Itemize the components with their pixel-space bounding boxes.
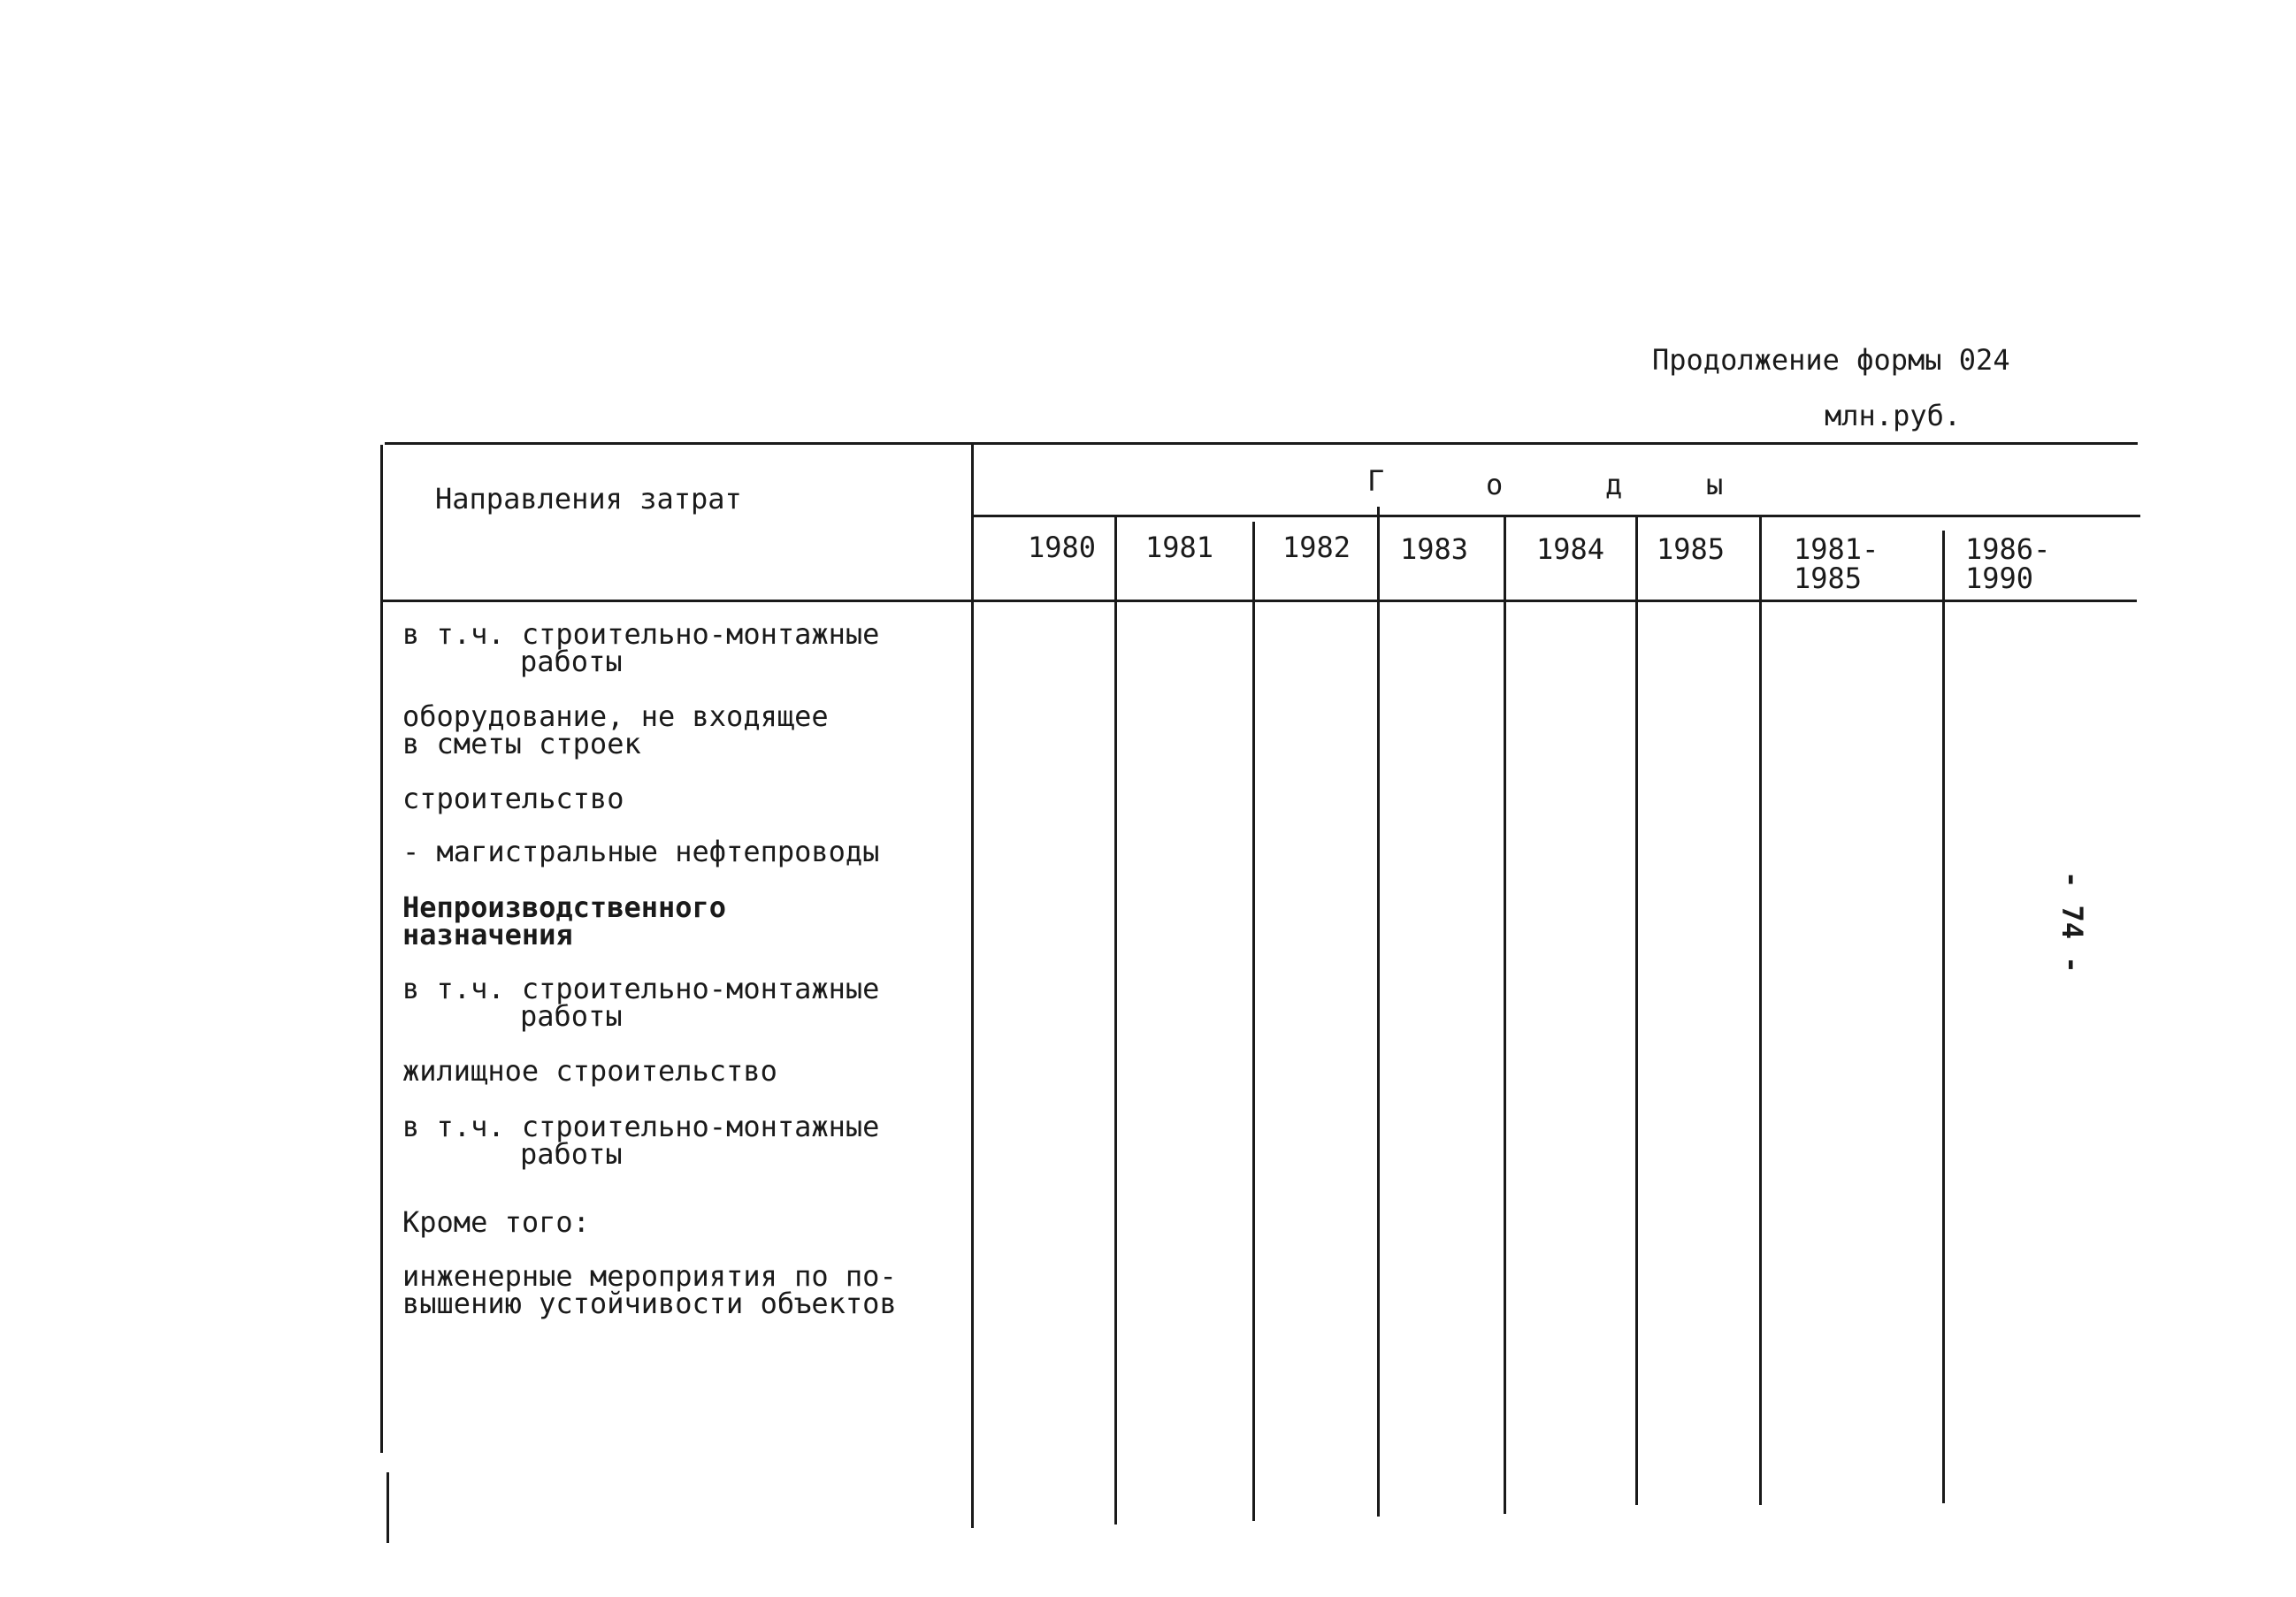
- year-header-line1: 1985: [1657, 532, 1726, 566]
- years-divider: [973, 515, 2140, 517]
- year-header-line2: 1990: [1965, 562, 2034, 595]
- years-header-letter-4: ы: [1706, 468, 1724, 501]
- row-label-line2: работы: [520, 1137, 623, 1171]
- year-header-line1: 1984: [1536, 532, 1605, 566]
- form-continuation-title: Продолжение формы 024: [1652, 343, 2010, 377]
- year-header-line2: 1985: [1794, 562, 1863, 595]
- table-row-label: [402, 972, 933, 1033]
- table-left-border: [380, 445, 383, 1453]
- year-header-line1: 1982: [1282, 531, 1351, 564]
- year-divider-1985: [1635, 515, 1638, 1505]
- year-header-line1: 1983: [1400, 532, 1469, 566]
- table-row-label: [402, 1259, 933, 1320]
- year-header-line1: 1986-: [1965, 532, 2051, 566]
- row-label-line2: работы: [520, 645, 623, 678]
- column-header-expense-directions: Направления затрат: [435, 482, 742, 516]
- unit-label: млн.руб.: [1825, 399, 1962, 432]
- year-divider-1982: [1252, 522, 1255, 1521]
- year-header-1983: [1400, 532, 1469, 566]
- year-divider-1981: [1114, 515, 1117, 1524]
- table-row-label: [402, 1110, 933, 1171]
- row-label-line1: строительство: [402, 782, 624, 815]
- year-header-1982: [1282, 533, 1351, 562]
- year-header-1986-1990: [1965, 532, 2051, 595]
- year-header-line1: 1980: [1028, 531, 1097, 564]
- row-label-line1: Кроме того:: [402, 1205, 590, 1239]
- year-header-1985: [1657, 532, 1726, 566]
- table-row-label: [402, 699, 933, 760]
- table-row-label: [402, 1205, 933, 1239]
- table-top-border: [385, 442, 2138, 445]
- year-divider-1983: [1377, 507, 1380, 1517]
- row-label-line1: в т.ч. строительно-монтажные: [402, 617, 880, 651]
- table-left-border-lower: [386, 1472, 389, 1543]
- row-label-line2: назначения: [402, 918, 573, 951]
- table-row-label: [402, 617, 933, 678]
- year-header-1981-1985: [1794, 532, 1879, 595]
- row-label-line2: вышению устойчивости объектов: [402, 1287, 897, 1320]
- row-label-line1: в т.ч. строительно-монтажные: [402, 1110, 880, 1143]
- row-label-line1: Непроизводственного: [402, 890, 727, 924]
- year-divider-1981-1985: [1759, 515, 1762, 1505]
- row-label-line1: жилищное строительство: [402, 1054, 777, 1088]
- label-column-divider: [971, 445, 974, 1528]
- year-header-1981: [1145, 533, 1213, 562]
- year-header-line1: 1981-: [1794, 532, 1879, 566]
- row-label-line2: в сметы строек: [402, 727, 641, 760]
- table-row-label: [402, 1054, 933, 1088]
- row-label-line1: - магистральные нефтепроводы: [402, 835, 880, 868]
- years-header-letter-3: д: [1605, 468, 1623, 501]
- row-label-line2: работы: [520, 999, 623, 1033]
- page-number: - 74 -: [2055, 871, 2089, 974]
- row-label-line1: в т.ч. строительно-монтажные: [402, 972, 880, 1005]
- table-row-label: [402, 782, 933, 815]
- year-header-1980: [1028, 533, 1096, 562]
- table-row-label: [402, 890, 933, 951]
- year-divider-1984: [1504, 515, 1506, 1514]
- year-divider-1986-1990: [1942, 531, 1945, 1503]
- header-bottom-border: [382, 600, 2137, 602]
- years-header-letter-1: Г: [1367, 464, 1385, 498]
- table-row-label: [402, 835, 933, 868]
- year-header-1984: [1536, 532, 1605, 566]
- years-header-letter-2: о: [1486, 468, 1504, 501]
- row-label-line1: оборудование, не входящее: [402, 699, 829, 733]
- year-header-line1: 1981: [1145, 531, 1214, 564]
- row-label-line1: инженерные мероприятия по по-: [402, 1259, 897, 1293]
